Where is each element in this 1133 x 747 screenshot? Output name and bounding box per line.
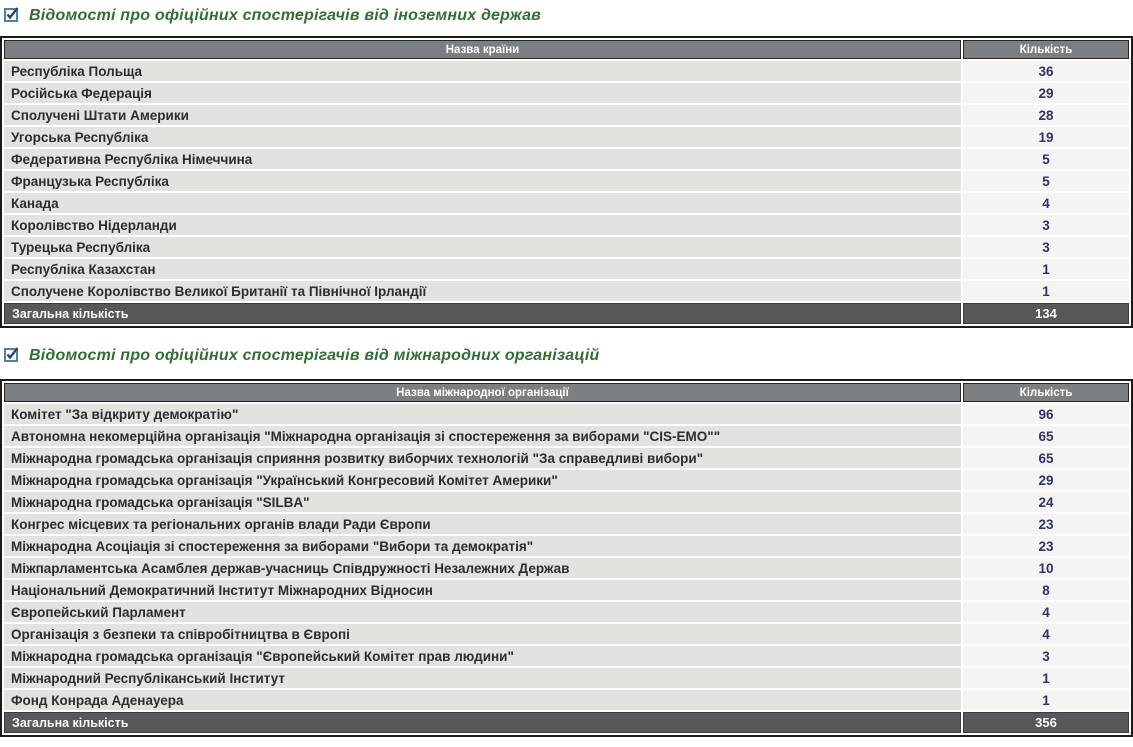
row-count: 28	[963, 105, 1129, 125]
table-row	[4, 215, 1129, 235]
total-count: 356	[963, 712, 1129, 733]
table-row	[4, 237, 1129, 257]
column-header-country: Назва країни	[4, 40, 961, 59]
row-name: Європейський Парламент	[4, 602, 961, 622]
row-name: Національний Демократичний Інститут Міжнародних Відносин	[4, 580, 961, 600]
row-count: 1	[963, 259, 1129, 279]
total-label: Загальна кількість	[4, 712, 961, 733]
row-name: Французька Республіка	[4, 171, 961, 191]
checked-checkbox-icon	[4, 346, 22, 367]
table-row	[4, 426, 1129, 446]
row-count: 4	[963, 602, 1129, 622]
table-header-row	[4, 383, 1129, 402]
section-title-foreign-states	[4, 5, 1133, 27]
row-name: Міжпарламентська Асамблея держав-учасниць Співдружності Незалежних Держав	[4, 558, 961, 578]
row-name: Організація з безпеки та співробітництва в Європі	[4, 624, 961, 644]
row-count: 36	[963, 61, 1129, 81]
row-count: 24	[963, 492, 1129, 512]
table-row	[4, 492, 1129, 512]
row-name: Комітет "За відкриту демократію"	[4, 404, 961, 424]
table-row	[4, 448, 1129, 468]
row-count: 5	[963, 149, 1129, 169]
table-row	[4, 149, 1129, 169]
row-name: Міжнародна громадська організація "Український Конгресовий Комітет Америки"	[4, 470, 961, 490]
row-name: Міжнародна громадська організація "SILBA"	[4, 492, 961, 512]
row-name: Фонд Конрада Аденауера	[4, 690, 961, 710]
row-count: 4	[963, 624, 1129, 644]
table-row	[4, 83, 1129, 103]
row-count: 29	[963, 83, 1129, 103]
row-count: 1	[963, 690, 1129, 710]
table-row	[4, 193, 1129, 213]
row-name: Сполучені Штати Америки	[4, 105, 961, 125]
column-header-count: Кількість	[963, 40, 1129, 59]
table-row	[4, 105, 1129, 125]
table-row	[4, 514, 1129, 534]
row-name: Міжнародний Республіканський Інститут	[4, 668, 961, 688]
table-row	[4, 624, 1129, 644]
page-title: Відомості про офіційних спостерігачів від міжнародних організацій	[29, 347, 600, 364]
row-name: Російська Федерація	[4, 83, 961, 103]
table-footer-row	[4, 303, 1129, 324]
row-count: 23	[963, 536, 1129, 556]
row-name: Угорська Республіка	[4, 127, 961, 147]
row-count: 8	[963, 580, 1129, 600]
row-name: Міжнародна громадська організація "Європейський Комітет прав людини"	[4, 646, 961, 666]
row-count: 3	[963, 646, 1129, 666]
table-footer-row	[4, 712, 1129, 733]
table-row	[4, 580, 1129, 600]
row-count: 19	[963, 127, 1129, 147]
row-count: 5	[963, 171, 1129, 191]
table-row	[4, 668, 1129, 688]
row-count: 3	[963, 215, 1129, 235]
checked-checkbox-icon	[4, 6, 22, 27]
row-count: 4	[963, 193, 1129, 213]
table-row	[4, 281, 1129, 301]
row-name: Канада	[4, 193, 961, 213]
row-count: 65	[963, 448, 1129, 468]
row-name: Сполучене Королівство Великої Британії та Північної Ірландії	[4, 281, 961, 301]
table-row	[4, 61, 1129, 81]
row-name: Республіка Казахстан	[4, 259, 961, 279]
row-name: Турецька Республіка	[4, 237, 961, 257]
row-count: 65	[963, 426, 1129, 446]
table-row	[4, 690, 1129, 710]
international-observers-table	[0, 379, 1133, 737]
row-name: Автономна некомерційна організація "Міжнародна організація зі спостереження за виборами "CIS-EMO""	[4, 426, 961, 446]
row-name: Міжнародна Асоціація зі спостереження за виборами "Вибори та демократія"	[4, 536, 961, 556]
table-row	[4, 558, 1129, 578]
total-count: 134	[963, 303, 1129, 324]
table-row	[4, 602, 1129, 622]
row-count: 3	[963, 237, 1129, 257]
row-count: 23	[963, 514, 1129, 534]
row-name: Республіка Польща	[4, 61, 961, 81]
section-title-international-orgs	[4, 345, 1133, 367]
table-row	[4, 470, 1129, 490]
row-name: Міжнародна громадська організація сприяння розвитку виборчих технологій "За справедливі вибори"	[4, 448, 961, 468]
table-row	[4, 536, 1129, 556]
row-name: Федеративна Республіка Німеччина	[4, 149, 961, 169]
table-row	[4, 259, 1129, 279]
table-row	[4, 171, 1129, 191]
row-name: Королівство Нідерланди	[4, 215, 961, 235]
row-count: 96	[963, 404, 1129, 424]
table-row	[4, 646, 1129, 666]
row-count: 10	[963, 558, 1129, 578]
row-count: 1	[963, 668, 1129, 688]
page-title: Відомості про офіційних спостерігачів від іноземних держав	[29, 7, 542, 24]
table-header-row	[4, 40, 1129, 59]
row-count: 1	[963, 281, 1129, 301]
total-label: Загальна кількість	[4, 303, 961, 324]
foreign-observers-table	[0, 36, 1133, 328]
row-count: 29	[963, 470, 1129, 490]
column-header-organization: Назва міжнародної організації	[4, 383, 961, 402]
row-name: Конгрес місцевих та регіональних органів влади Ради Європи	[4, 514, 961, 534]
column-header-count: Кількість	[963, 383, 1129, 402]
table-row	[4, 127, 1129, 147]
table-row	[4, 404, 1129, 424]
